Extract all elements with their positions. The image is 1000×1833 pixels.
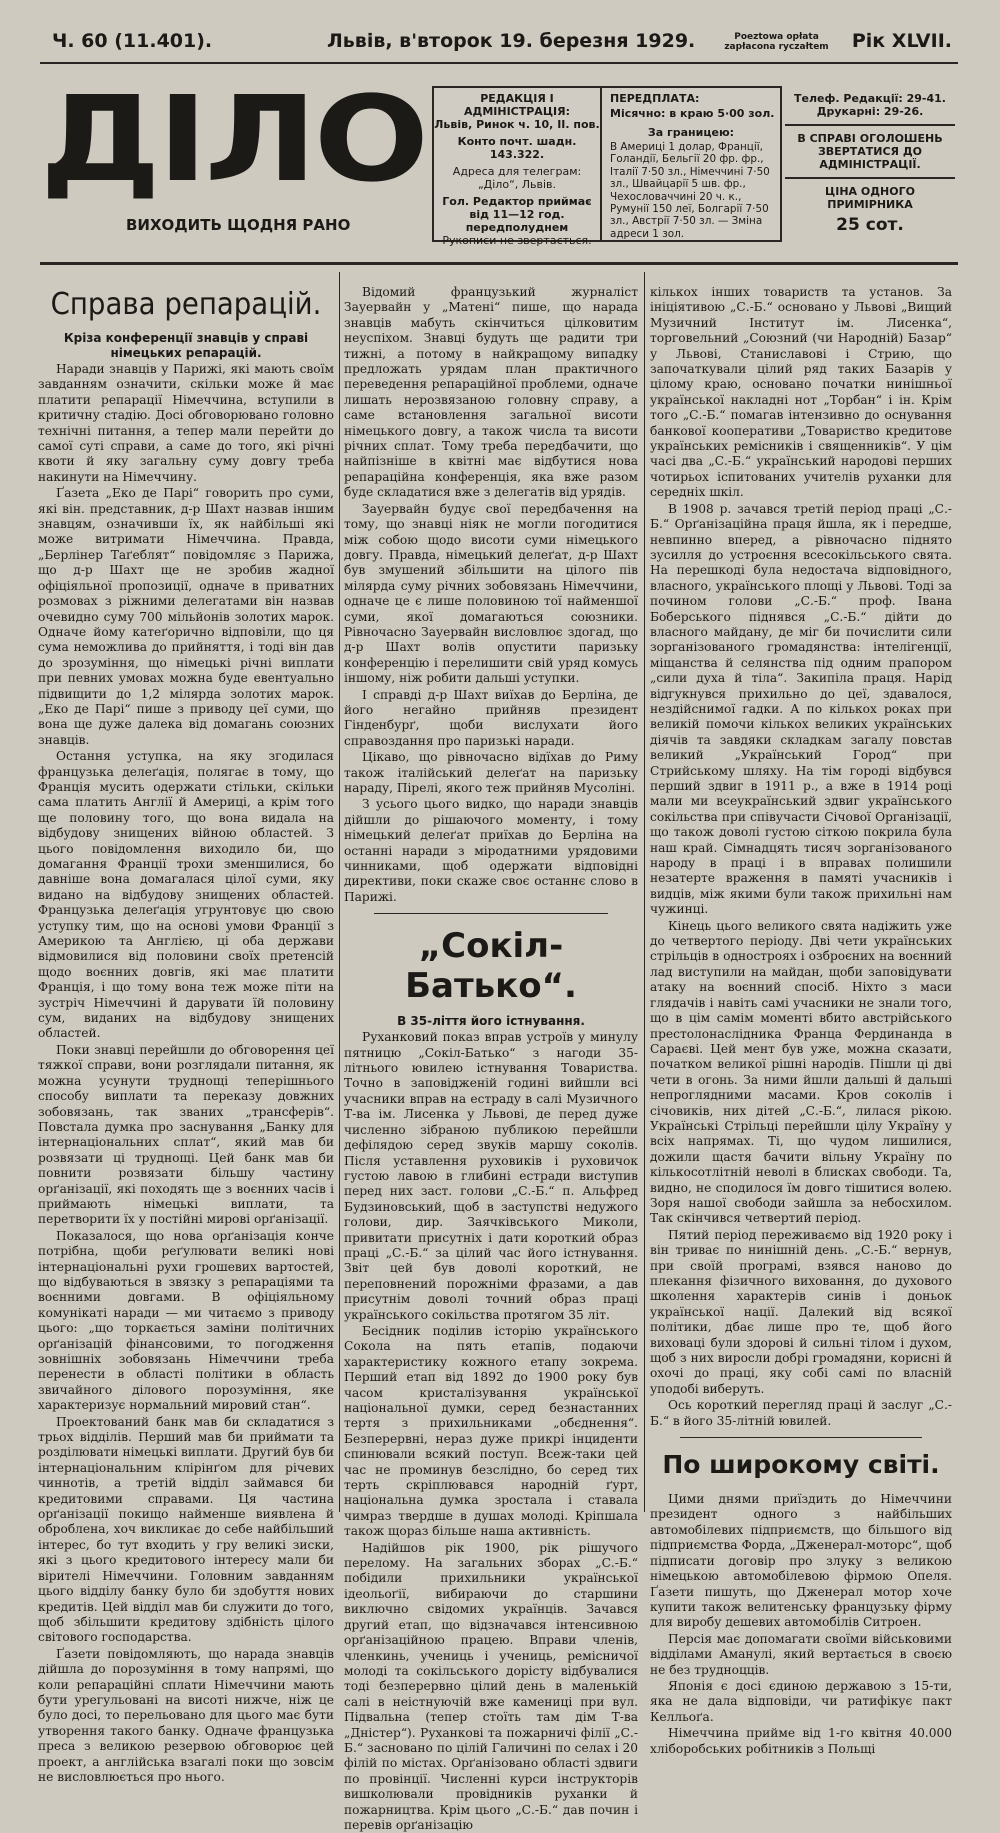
subscription-box <box>600 86 782 242</box>
postal-note: Poeztowa opłata zapłacona ryczałtem <box>724 32 829 52</box>
paragraph: Цими днями приїздить до Німеччини президент одного з найбільших автомобілевих підприємств, що більшого від підприємства Форда, „Дженерал-моторс“, щоб підписати договір про злуку з великою німецькою автомобілевою фірмою Опеля. Ґазети пишуть, що Дженерал мотор хоче купити також велитенську французьку фірму для виробу дешевих автомобілів Ситроен. <box>650 1492 952 1630</box>
editorial-telegram: Адреса для телеграм: „Діло“, Львів. <box>452 165 582 191</box>
paragraph: Відомий французький журналіст Зауервайн у „Матені“ пише, що нарада знавців мабуть скінчиться цілковитим неуспіхом. Знавці будуть ще радити три тижні, а потому в найкращому випадку предложать урядам план практичного переведення репараційної проблеми, одначе лишать нерозвязаною головну справу, а саме встановлення загальної висоти німецького довгу, а також числа та висоти річних сплат. Тому треба передбачити, що найпізніше в квітні має відбутися нова репараційна конференція, яка вже разом буде складатися вже з делегатів від урядів. <box>344 285 638 500</box>
article-subtitle-sokil: В 35-ліття його істнування. <box>397 1014 585 1029</box>
column-rule-1 <box>339 272 340 1512</box>
paragraph: Наради знавців у Парижі, які мають своїм завданням означити, скільки може й має платити репарації Німеччина, вступили в критичну стадію. Досі обговорювано головно технічні питання, а тепер мали перейти до самої суті справи, а саме до того, які річні квоти й яку загальну суму довгу треба накинути на Німеччину. <box>38 362 334 484</box>
paragraph: Пятий період переживаємо від 1920 року і він триває по нинішній день. „С.-Б.“ вернув, при своїй програмі, взявся наново до плекання фізичного виховання, до духового школення характерів синів і доньок української нації. Далекий від всякої політики, дбає лише про те, щоб його виховаці були здорові й сильні тілом і духом, щоб з них виросли добрі громадяни, корисні й охочі до праці, яку собі самі по власній уподобі виберуть. <box>650 1227 952 1396</box>
paragraph: В 1908 р. зачався третій період праці „С.-Б.“ Орґанізаційна праця йшла, як і передше, невпинно вперед, а рівночасно піднято зусилля до устроєння всесокільського свята. На перешкоді була недостача відповідного, власного, українського площі у Львові. Тоді за почином голови „С.-Б.“ проф. Івана Боберського піднявся „С.-Б.“ дійти до власного майдану, де міг би почислити сили зорганізованого громадянства: інтелігенції, міщанства й селянства під одним прапором „сили духа й тіла“. Закипіла праця. Нарід відгукнувся прихильно до цеї, здавалося, нездійснимої гадки. А по кількох роках при великій помочи кількох великих українських діячів та завдяки складкам загалу повстав великий „Український Город“ при Стрийському шляху. На тім городі відбувся перший здвиг в 1911 р., а вже в 1914 році мали ми всеукраїнський здвиг українського сокільства при співучасти Січової Організації, що також доволі густою сіткою покрила була наш край. Сімнадцять тисяч зорганізованого народу в праці і в вправах полишили незатерте враження в памяті учасників і видців, між якими були також прихильні нам чужинці. <box>650 501 952 917</box>
paragraph: З усього цього видко, що наради знавців дійшли до рішаючого моменту, і тому німецький делеґат приїхав до Берліна на останні наради з міродатними урядовими чинниками, щоб одержати відповідні директиви, поки скаже своє останнє слово в Парижі. <box>344 797 638 904</box>
editorial-editor: Гол. Редактор приймає від 11—12 год. передполуднем <box>442 195 592 234</box>
paragraph: Цікаво, що рівночасно відїхав до Риму також італійський делеґат на паризьку нараду, Пірелі, якого теж прийняв Мусоліні. <box>344 750 638 795</box>
paragraph: Руханковий показ вправ устроїв у минулу пятницю „Сокіл-Батько“ з нагоди 35-літнього ювилею істнування Товариства. Точно в заповідженій годині вийшли всі учасники вправ на естраду в салі Музичного Т-ва ім. Лисенка у Львові, де перед дуже численно зібраною публикою перейшли дефілядою серед звуків маршу соколів. Після уставлення руховиків і руховичок густою лавою в глибині естради виступив перед них заст. голови „С.-Б.“ п. Альфред Будзиновський, щоб в заступстві недужого голови, дир. Заячківського Миколи, привитати присутніх і дати короткий образ праці „С.-Б.“ за цілий час його істнування. Звіт цей був доволі короткий, не переповнений порожніми фразами, а дав присутнім доволі точний образ праці українського сокільства протягом 35 літ. <box>344 1030 638 1322</box>
phones: Телеф. Редакції: 29-41. Друкарні: 29-26. <box>794 92 946 118</box>
paragraph: Ґазета „Еко де Парі“ говорить про суми, які він. представник, д-р Шахт назвав іншим знавцям, означивши їх, як найбільші які може витримати Німеччина. Правда, „Берлінер Таґеблят“ повідомляє з Парижа, що д-р Шахт ще не зробив жадної офіціяльної пропозиції, одначе в приватних розмовах з ріжними делегатами він назвав очевидно суму 700 мільйонів золотих марок. Одначе йому катеґорично відповіли, що ця сума неможлива до прийняття, і тоді він дав до зрозуміння, що німецькі річні виплати при певних умовах можна буде евентуально підвищити до 1,2 мілярда золотих марок. „Еко де Парі“ пише з приводу цеї суми, що вона ще дуже далека від домагань союзних знавців. <box>38 486 334 747</box>
paragraph: Поки знавці перейшли до обговорення цеї тяжкої справи, вони розглядали питання, як можна усунути труднощі теперішнього способу виплати та переказу довжних зобовязань, так званих „трансферів“. Повстала думка про заснування „Банку для інтернаціональних сплат“, який мав би розвязати ці труднощі. Цей банк мав би повнити розвязати більшу частину орґанізації, які походять ще з воєнних часів і приймають німецькі виплати, та перетворити їх у постійні мирові орґанізації. <box>38 1042 334 1227</box>
paragraph: кількох інших товариств та установ. За ініціятивою „С.-Б.“ основано у Львові „Вищий Музичний Інститут ім. Лисенка“, торговельний „Союзний (чи Народній) Базар“ у Львові, Станиславові і Стрию, що започаткували цілий ряд таких Базарів у цілому краю, основано початки нинішньої української накладні нот „Торбан“ і ін. Крім того „С.-Б.“ помагав інтензивно до оснування банкової кооперативи „Товариство кредитове українських ремісників і священників“. У цім часі два „С.-Б.“ український народові перших чотирьох іспитованих учителів руханки для середніх шкіл. <box>650 285 952 500</box>
column-3 <box>650 285 952 1756</box>
paragraph: Японія є досі єдиною державою з 15-ти, яка не дала відповіди, чи ратифікує пакт Келльоґа. <box>650 1678 952 1724</box>
paragraph: Ось короткий перегляд праці й заслуг „С.-Б.“ в його 35-літній ювилей. <box>650 1398 952 1428</box>
section-divider <box>374 913 608 914</box>
editorial-heading: РЕДАКЦІЯ І АДМІНІСТРАЦІЯ: <box>464 92 570 118</box>
header-rule <box>40 262 958 265</box>
editorial-manuscripts: Рукописи не звертається. <box>442 234 592 247</box>
place-date: Львів, в'второк 19. березня 1929. <box>327 30 696 52</box>
info-divider <box>785 124 955 126</box>
column-1 <box>38 285 334 1784</box>
subscription-heading: ПЕРЕДПЛАТА: <box>610 92 700 105</box>
info-divider-2 <box>785 177 955 179</box>
newspaper-title: ДІЛО <box>40 70 426 208</box>
paragraph: Ґазети повідомляють, що нарада знавців дійшла до порозуміння в тому напрямі, що коли репараційні сплати Німеччини мають бути урегульовані на висоті нижче, ніж це було досі, то перельовано для цього має бути утворення такого банку. Одначе французька преса з великою резервою обговорює цей проект, а англійська взагалі поки що зовсім не висловлюється про нього. <box>38 1646 334 1784</box>
top-rule <box>40 62 958 64</box>
column-2 <box>344 285 638 1832</box>
column-rule-2 <box>644 272 645 1512</box>
article-title-sokil: „Сокіл-Батько“. <box>405 926 577 1007</box>
info-box <box>785 92 955 235</box>
paragraph: Німеччина прийме від 1-го квітня 40.000 хліборобських робітників з Польщі <box>650 1726 952 1756</box>
paragraph: Остання уступка, на яку згодилася французька делеґація, полягає в тому, що Франція мусить одержати стільки, скільки сама платить Англії й Америці, а крім того ще половину того, що вона видала на відбудову знищених війною областей. З цього повідомлення виходило би, що домагання Франції трохи зменшилися, бо давніше вона домагалася цілої суми, яку видано на відбудову знищених областей. Французька делеґація угрунтовує цю свою уступку тим, що на основі умови Франції з Америкою та Англією, ці оба держави відмовилися від половини своїх претенсій щодо воєнних довгів, які має платити Франція, і що тому вона теж може піти на зустріч Німеччині й дарувати їй половину сум, виданих на відбудову знищених областей. <box>38 749 334 1041</box>
subscription-abroad: В Америці 1 долар, Франції, Голандії, Бельгії 20 фр. фр., Італії 7·50 зл., Німеччині 7·50 зл., Швайцарії 5 шв. фр., Чехословаччині 20 ч. к., Румунії 150 леї, Болгарії 7·50 зл., Австрії 7·50 зл. — Зміна адреси 1 зол. <box>610 141 770 240</box>
paragraph: Бесідник поділив історію українського Сокола на пять етапів, подаючи характеристику кожного етапу зокрема. Перший етап від 1892 до 1900 року був часом кристалізування української національної думки, серед безнастанних тертя з прихильниками „обєднення“. Безперервні, нераз дуже прикрі інциденти спинювали всякий поступ. Всеж-таки цей час не проминув безслідно, бо серед тих терть скріплювався народній ґурт, національна думка зростала і ставала чимраз твердше в душах молоді. Кріпшала також щораз більше наша активність. <box>344 1323 638 1539</box>
section-divider <box>680 1437 922 1438</box>
ads-note: В СПРАВІ ОГОЛОШЕНЬ ЗВЕРТАТИСЯ ДО АДМІНІСТРАЦІЇ. <box>797 132 943 171</box>
tagline: ВИХОДИТЬ ЩОДНЯ РАНО <box>126 216 351 234</box>
paragraph: Показалося, що нова орґанізація конче потрібна, щоби реґулювати великі нові інтернаціональні рухи грошевих вартостей, що відбуваються в звязку з репараціями та воєнними довгами. В офіціяльному комунікаті наради — ми читаємо з приводу цього: „що торкається заміни політичних орґанізацій фінансовими, то погодження зовнішніх зобовязань Німеччини треба перенести в області політики в область звичайного ділового порозуміння, яке характеризує нормальний мировий стан“. <box>38 1228 334 1413</box>
paragraph: Проектований банк мав би складатися з трьох відділів. Перший мав би приймати та розділювати німецькі виплати. Другий був би інтернаціональним клірінґом для річевих чиннотів, а третій відділ займався би кредитовими справами. Ця частина орґанізації покищо найменше виявлена й оброблена, хоч викликає до себе найбільший інтерес, бо тут входить у гру великі зиски, які з цього кредитового інтересу мали би вірителі Німеччини. Головним завданням цього відділу банку було би здобуття нових кредитів. Цей відділ мав би служити до того, щоб збільшити кредитову здібність цілого світового господарства. <box>38 1414 334 1645</box>
issue-number: Ч. 60 (11.401). <box>52 30 213 52</box>
article-subtitle-reparations: Кріза конференції знавців у справі німецьких репарацій. <box>63 331 309 360</box>
article-title-reparations: Справа репарацій. <box>50 287 322 322</box>
paragraph: Кінець цього великого свята надіжить уже до четвертого періоду. Дві чети українських стрільців в одностроях і озброєних на воєнний лад виступили на майдан, щоби заповідувати атаку на воєнний спосіб. Ніхто з маси глядачів і навіть самі учасники не знали того, що в цім самім моменті вбито австрійського престолонаслідника Франца Фердинанда в Сараєві. Цей мент був уже, можна сказати, початком великої рішні народів. Пішли ці дві чети в огонь. За ними йшли дальші й дальші непроглядними масами. Кров соколів і січовиків, них дітей „С.-Б.“, лилася рікою. Українські Стрільці перейшли цілу Україну у всіх напрямах. Ті, що чудом лишилися, дожили щастя бачити вільну Україну по кількосотлітній неволі в блисках свободи. Та, видно, не сподилося їм довго тішитися волею. Зоря нашої свободи зайшла за небосхилом. Так скінчився четвертий період. <box>650 918 952 1226</box>
volume-year: Рік XLVII. <box>851 30 952 52</box>
editorial-account: Конто почт. шадн. 143.322. <box>457 135 577 161</box>
paragraph: Зауервайн будує свої передбачення на тому, що знавці ніяк не могли погодитися між собою щодо висоти суми німецького довгу. Правда, німецький делеґат, д-р Шахт був змушений збільшити на цілого пів мілярда суму річних зобовязань Німеччини, одначе це є лише половиною тої найменшої суми, якої домагаються союзники. Рівночасно Зауервайн висловлює здогад, що д-р Шахт волів опустити паризьку конференцію і перелишити свій уряд комусь іншому, ніж робити дальші уступки. <box>344 501 638 686</box>
paragraph: І справді д-р Шахт виїхав до Берліна, де його негайно прийняв президент Гінденбурґ, щоби вислухати його справоздання про паризькі наради. <box>344 687 638 748</box>
editorial-box <box>432 86 602 247</box>
price: 25 сот. <box>836 215 904 235</box>
paragraph: Персія має допомагати своїми військовими відділами Аманулі, який вертається в своєю не без трудноцців. <box>650 1631 952 1677</box>
editorial-address: Львів, Ринок ч. 10, II. пов. <box>434 118 600 131</box>
paragraph: Надійшов рік 1900, рік рішучого перелому. На загальних зборах „С.-Б.“ побідили прихильники української ідеольоґії, вибираючи до старшини виключно свідомих українців. Зачався другий етап, що відзначався інтенсивною орґанізаційною працею. Вправи членів, членкинь, учениць і учениць, ремісничої молоді та сокільського дорісту відбувалися тоді безперервно цілий день в маленькій салі в неістнуючій вже камениці при вул. Підвальна (тепер стоїть там дім Т-ва „Дністер“). Руханкові та пожарничі філії „С.-Б.“ засновано по цілій Галичині по селах і 20 філій по містах. Орґанізовано області здвиги по провінції. Численні курси інструкторів вишколювали провідників руханки й пожарництва. Крім цього „С.-Б.“ дав почин і перевів орґанізацію <box>344 1540 638 1832</box>
article-title-world: По широкому світі. <box>662 1450 940 1480</box>
subscription-abroad-heading: За границею: <box>647 126 735 139</box>
subscription-monthly: Місячно: в краю 5·00 зол. <box>610 107 775 120</box>
masthead-topbar <box>52 30 952 60</box>
price-label: ЦІНА ОДНОГО ПРИМІРНИКА <box>825 185 915 211</box>
